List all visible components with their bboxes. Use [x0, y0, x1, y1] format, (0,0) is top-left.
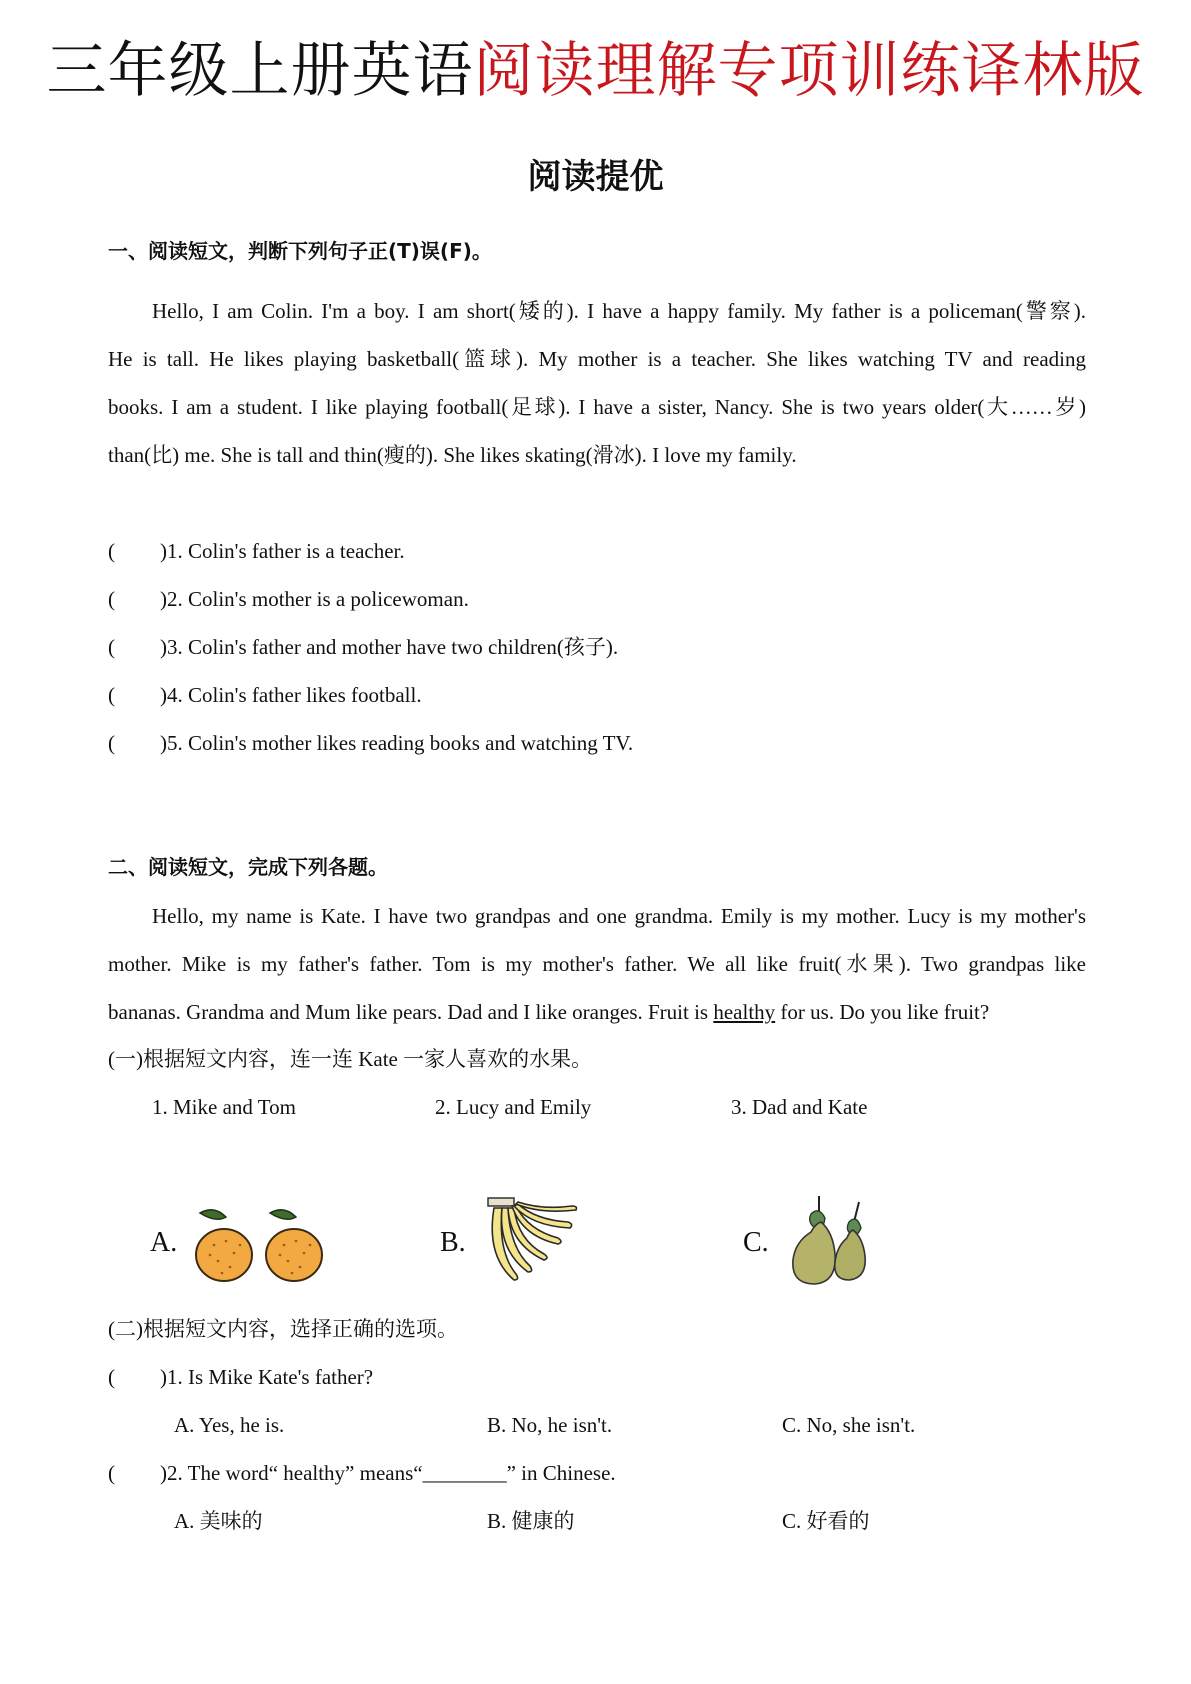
- match-person-1[interactable]: 1. Mike and Tom: [152, 1095, 296, 1119]
- section1-heading: 一、阅读短文，判断下列句子正(T)误(F)。: [108, 239, 492, 263]
- q1-option-b[interactable]: B. No, he isn't.: [487, 1413, 613, 1437]
- answer-blank[interactable]: (: [108, 539, 115, 563]
- passage-line: Hello, I am Colin. I'm a boy. I am short(矮的). I have a happy family. My father is a policeman(警察).: [152, 299, 1086, 323]
- section1-passage: [108, 287, 1086, 479]
- fruit-label-b: B.: [440, 1227, 466, 1258]
- banner-title: [0, 36, 1191, 106]
- answer-blank[interactable]: (: [108, 587, 115, 611]
- answer-blank[interactable]: (: [108, 683, 115, 707]
- match-person-2[interactable]: 2. Lucy and Emily: [435, 1095, 592, 1119]
- part2-heading: (二)根据短文内容，选择正确的选项。: [108, 1317, 458, 1341]
- bananas-icon[interactable]: [484, 1196, 594, 1286]
- tf-question-5: ( )5. Colin's mother likes reading books and watching TV.: [108, 731, 634, 755]
- passage-line: than(比) me. She is tall and thin(瘦的). She likes skating(滑冰). I love my family.: [108, 443, 797, 467]
- passage-line: bananas. Grandma and Mum like pears. Dad and I like oranges. Fruit is healthy for us. Do you like fruit?: [108, 1000, 990, 1024]
- q1-option-a[interactable]: A. Yes, he is.: [174, 1413, 285, 1437]
- q2-option-c[interactable]: C. 好看的: [782, 1509, 870, 1533]
- section2-heading: 二、阅读短文，完成下列各题。: [108, 855, 388, 879]
- match-person-3[interactable]: 3. Dad and Kate: [731, 1095, 868, 1119]
- q2-option-a[interactable]: A. 美味的: [174, 1509, 263, 1533]
- answer-blank[interactable]: (: [108, 731, 115, 755]
- tf-question-4: ( )4. Colin's father likes football.: [108, 683, 422, 707]
- banner-title-black: 三年级上册英语: [46, 36, 474, 106]
- passage-line: Hello, my name is Kate. I have two grandpas and one grandma. Emily is my mother. Lucy is my mother's: [152, 904, 1086, 928]
- pears-icon[interactable]: [785, 1192, 885, 1288]
- q1-option-c[interactable]: C. No, she isn't.: [782, 1413, 916, 1437]
- banner-title-red: 阅读理解专项训练译林版: [473, 36, 1145, 106]
- answer-blank[interactable]: (: [108, 1461, 115, 1485]
- part1-heading: (一)根据短文内容，连一连 Kate 一家人喜欢的水果。: [108, 1047, 593, 1071]
- passage-line: He is tall. He likes playing basketball(篮球). My mother is a teacher. She likes watching TV and reading: [108, 347, 1086, 371]
- section2-passage: [108, 892, 1086, 1036]
- answer-blank[interactable]: (: [108, 635, 115, 659]
- tf-question-3: ( )3. Colin's father and mother have two children(孩子).: [108, 635, 619, 659]
- q2-option-b[interactable]: B. 健康的: [487, 1509, 575, 1533]
- passage-line: books. I am a student. I like playing football(足球). I have a sister, Nancy. She is two years older(大……岁): [108, 395, 1086, 419]
- tf-question-2: ( )2. Colin's mother is a policewoman.: [108, 587, 469, 611]
- underlined-word: healthy: [713, 1000, 776, 1024]
- oranges-icon[interactable]: [192, 1205, 342, 1285]
- page-subtitle: 阅读提优: [527, 157, 664, 197]
- mc-question-2: ( )2. The word“ healthy” means“________” in Chinese.: [108, 1461, 616, 1485]
- fruit-label-c: C.: [743, 1227, 769, 1258]
- fruit-label-a: A.: [150, 1227, 178, 1258]
- mc-question-1: ( )1. Is Mike Kate's father?: [108, 1365, 374, 1389]
- tf-question-1: ( )1. Colin's father is a teacher.: [108, 539, 405, 563]
- answer-blank[interactable]: (: [108, 1365, 115, 1389]
- passage-line: mother. Mike is my father's father. Tom is my mother's father. We all like fruit(水果). Two grandpas like: [108, 952, 1086, 976]
